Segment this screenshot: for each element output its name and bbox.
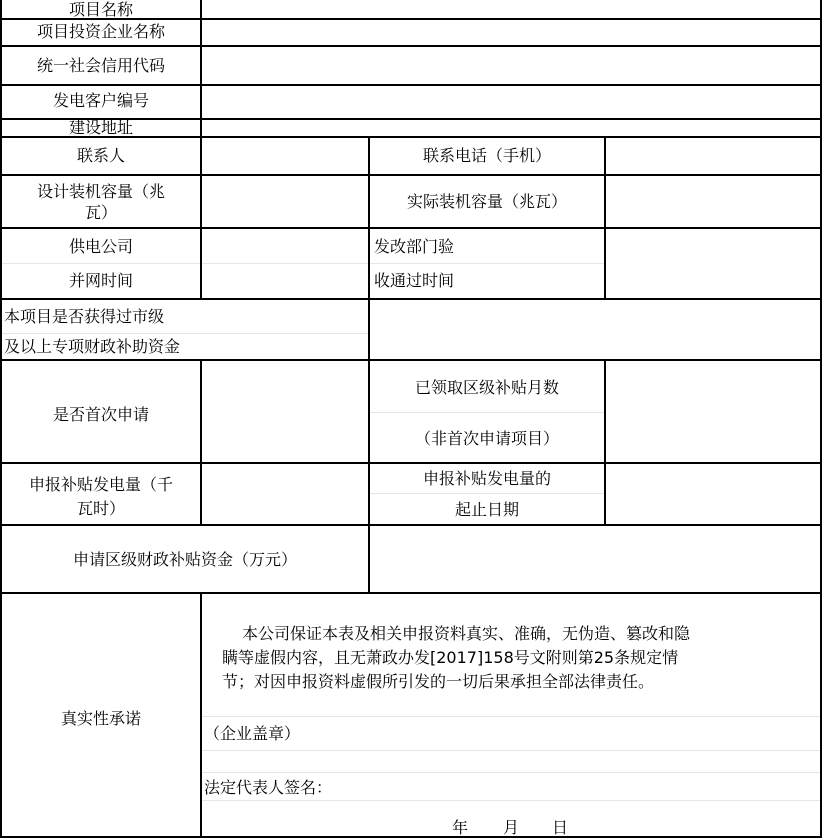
label-months-received: 已领取区级补贴月数 [414, 378, 559, 397]
label-signature: 法定代表人签名： [204, 778, 333, 797]
label-actual-capacity: 实际装机容量（兆瓦） [406, 192, 567, 211]
label-investor-name: 项目投资企业名称 [36, 22, 165, 41]
label-commitment: 真实性承诺 [60, 709, 141, 728]
commitment-line-1: 本公司保证本表及相关申报资料真实、准确，无伪造、篡改和隐 [242, 624, 691, 643]
label-prior-funding-1: 本项目是否获得过市级 [4, 307, 165, 326]
label-declared-kwh-2: 瓦时） [76, 499, 125, 518]
label-day: 日 [552, 818, 569, 837]
label-period-2: 起止日期 [454, 500, 519, 519]
label-power-company: 供电公司 [68, 237, 133, 256]
label-year: 年 [452, 818, 469, 837]
label-declared-kwh-1: 申报补贴发电量（千 [28, 475, 173, 494]
label-receive-time: 收通过时间 [374, 271, 455, 290]
label-ndrc-check: 发改部门验 [374, 237, 455, 256]
label-first-apply: 是否首次申请 [52, 405, 149, 424]
label-design-capacity-2: 瓦） [84, 203, 117, 222]
label-prior-funding-2: 及以上专项财政补助资金 [4, 337, 181, 356]
commitment-line-2: 瞒等虚假内容，且无萧政办发[2017]158号文附则第25条规定情 [222, 648, 679, 667]
label-subsidy-amount: 申请区级财政补贴资金（万元） [72, 550, 297, 569]
label-non-first-note: （非首次申请项目） [414, 429, 559, 448]
label-seal: （企业盖章） [204, 724, 301, 743]
label-grid-time: 并网时间 [68, 271, 133, 290]
label-customer-no: 发电客户编号 [52, 91, 149, 110]
label-phone: 联系电话（手机） [422, 146, 551, 165]
label-design-capacity-1: 设计装机容量（兆 [36, 182, 165, 201]
label-address: 建设地址 [68, 118, 133, 137]
label-month: 月 [503, 818, 520, 837]
commitment-line-3: 节；对因申报资料虚假所引发的一切后果承担全部法律责任。 [222, 672, 655, 691]
label-project-name: 项目名称 [68, 0, 133, 19]
label-contact: 联系人 [76, 146, 125, 165]
label-credit-code: 统一社会信用代码 [36, 56, 165, 75]
label-period-1: 申报补贴发电量的 [422, 469, 551, 488]
